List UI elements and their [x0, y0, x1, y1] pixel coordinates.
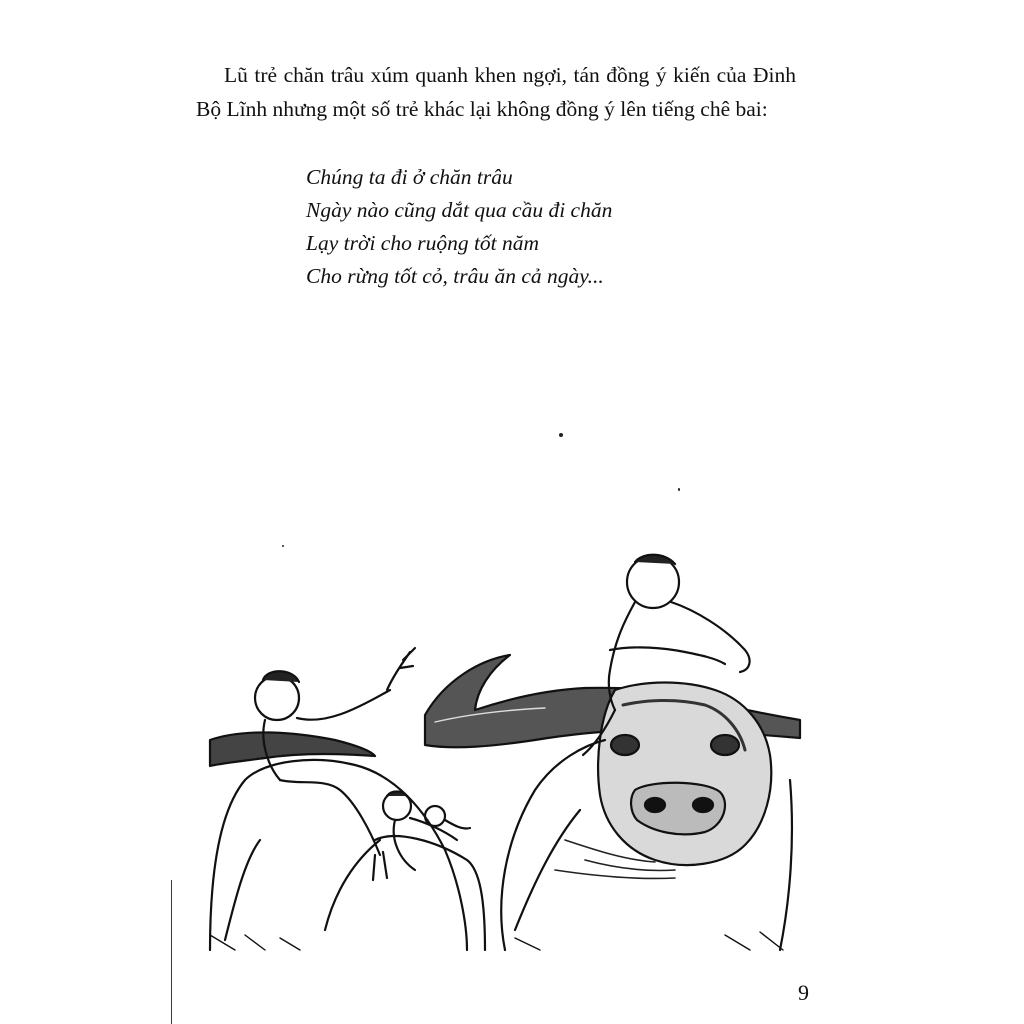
page-edge-rule — [171, 880, 172, 1024]
paragraph-text: Lũ trẻ chăn trâu xúm quanh khen ngợi, tán đồng ý kiến của Đinh Bộ Lĩnh nhưng một số trẻ khác lại không đồng ý lên tiếng chê bai: — [196, 63, 796, 121]
ink-speck — [559, 433, 563, 437]
ink-speck — [678, 488, 680, 491]
verse-line: Ngày nào cũng dắt qua cầu đi chăn — [306, 198, 613, 222]
verse-line: Cho rừng tốt cỏ, trâu ăn cả ngày... — [306, 264, 604, 288]
verse-line: Chúng ta đi ở chăn trâu — [306, 165, 513, 189]
verse-line: Lạy trời cho ruộng tốt năm — [306, 231, 540, 255]
poem-verse — [306, 161, 612, 293]
buffalo-herd-illustration — [205, 540, 805, 960]
body-paragraph — [196, 58, 796, 126]
page-number: 9 — [798, 980, 809, 1005]
